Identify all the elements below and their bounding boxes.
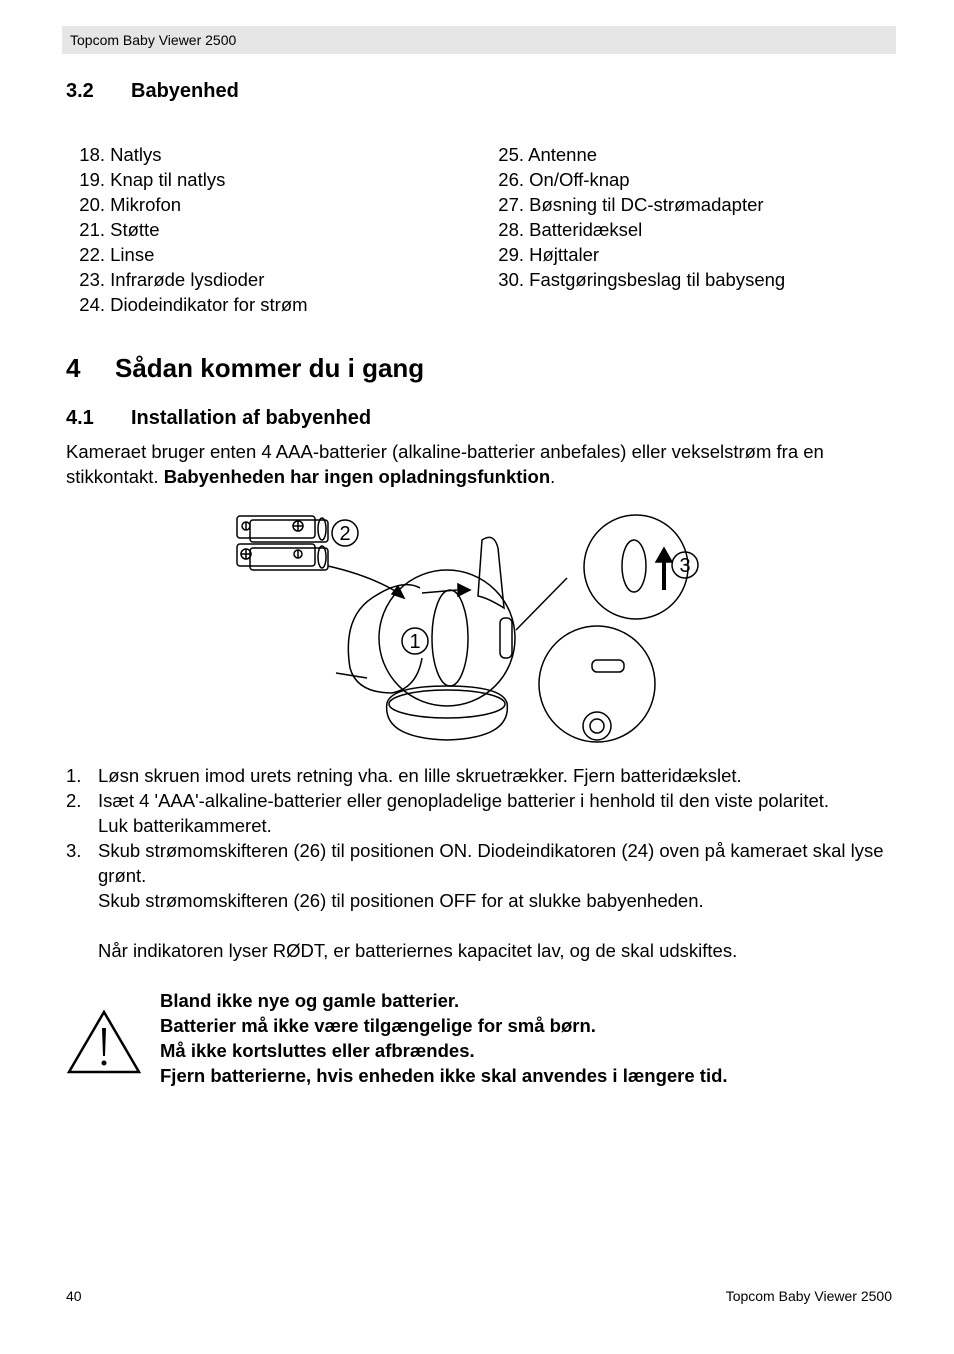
list-item: 29. Højttaler bbox=[498, 244, 600, 265]
battery-icon bbox=[237, 516, 328, 570]
page-number: 40 bbox=[66, 1288, 82, 1304]
list-item: 26. On/Off-knap bbox=[498, 169, 630, 190]
callout-2-label: 2 bbox=[339, 523, 351, 545]
list-item: 27. Bøsning til DC-strømadapter bbox=[498, 194, 764, 215]
section-title: Sådan kommer du i gang bbox=[115, 353, 425, 383]
list-item: 18. Natlys bbox=[79, 144, 162, 165]
list-item: 20. Mikrofon bbox=[79, 194, 182, 215]
list-item: 25. Antenne bbox=[498, 144, 598, 165]
section-number: 4 bbox=[66, 353, 81, 383]
section-4-heading bbox=[66, 353, 666, 385]
section-title: Babyenhed bbox=[131, 80, 239, 102]
warning-text: Bland ikke nye og gamle batterier. Batterier må ikke være tilgængelige for små børn. Må ikke kortsluttes eller afbrændes. Fjern batterierne, hvis enheden ikke skal anvendes i længere tid. bbox=[160, 990, 728, 1086]
header-title: Topcom Baby Viewer 2500 bbox=[70, 32, 237, 48]
lens-inset bbox=[539, 626, 655, 742]
list-item: 30. Fastgøringsbeslag til babyseng bbox=[498, 269, 786, 290]
installation-steps bbox=[66, 763, 896, 963]
section-3-2-heading bbox=[66, 80, 466, 106]
list-item: 2. Isæt 4 'AAA'-alkaline-batterier eller genopladelige batterier i henhold til den viste polaritet. Luk batterikammeret. bbox=[66, 790, 830, 836]
footer-title: Topcom Baby Viewer 2500 bbox=[725, 1288, 892, 1304]
list-item: 28. Batteridæksel bbox=[498, 219, 643, 240]
section-4-1-heading bbox=[66, 407, 666, 433]
battery-installation-illustration bbox=[232, 508, 691, 748]
parts-list-left bbox=[78, 142, 478, 317]
intro-emphasis: Babyenheden har ingen opladningsfunktion bbox=[163, 466, 551, 487]
callout-1-label: 1 bbox=[409, 631, 421, 653]
list-item: 21. Støtte bbox=[79, 219, 160, 240]
section-number: 4.1 bbox=[66, 407, 94, 429]
camera-illustration bbox=[336, 537, 515, 740]
list-item: 24. Diodeindikator for strøm bbox=[79, 294, 308, 315]
section-number: 3.2 bbox=[66, 80, 94, 102]
section-title: Installation af babyenhed bbox=[131, 407, 372, 429]
parts-list-right bbox=[497, 142, 897, 292]
list-item: 19. Knap til natlys bbox=[79, 169, 226, 190]
list-item: 3. Skub strømomskifteren (26) til positionen ON. Diodeindikatoren (24) oven på kameraet skal lyse grønt. Skub strømomskifteren (26) til positionen OFF for at slukke babyenheden. Når indikatoren lyser RØDT, er batteriernes kapacitet lav, og de skal udskiftes. bbox=[66, 840, 884, 961]
list-item: 22. Linse bbox=[79, 244, 155, 265]
callout-3-label: 3 bbox=[679, 555, 691, 577]
list-item: 1. Løsn skruen imod urets retning vha. en lille skruetrækker. Fjern batteridækslet. bbox=[66, 765, 742, 786]
page-header bbox=[62, 26, 896, 54]
intro-paragraph: Kameraet bruger enten 4 AAA-batterier (alkaline-batterier anbefales) eller vekselstrøm fra en stikkontakt. Babyenheden har ingen opladningsfunktion. bbox=[66, 441, 824, 487]
list-item: 23. Infrarøde lysdioder bbox=[79, 269, 265, 290]
warning-triangle-icon bbox=[66, 1008, 142, 1076]
